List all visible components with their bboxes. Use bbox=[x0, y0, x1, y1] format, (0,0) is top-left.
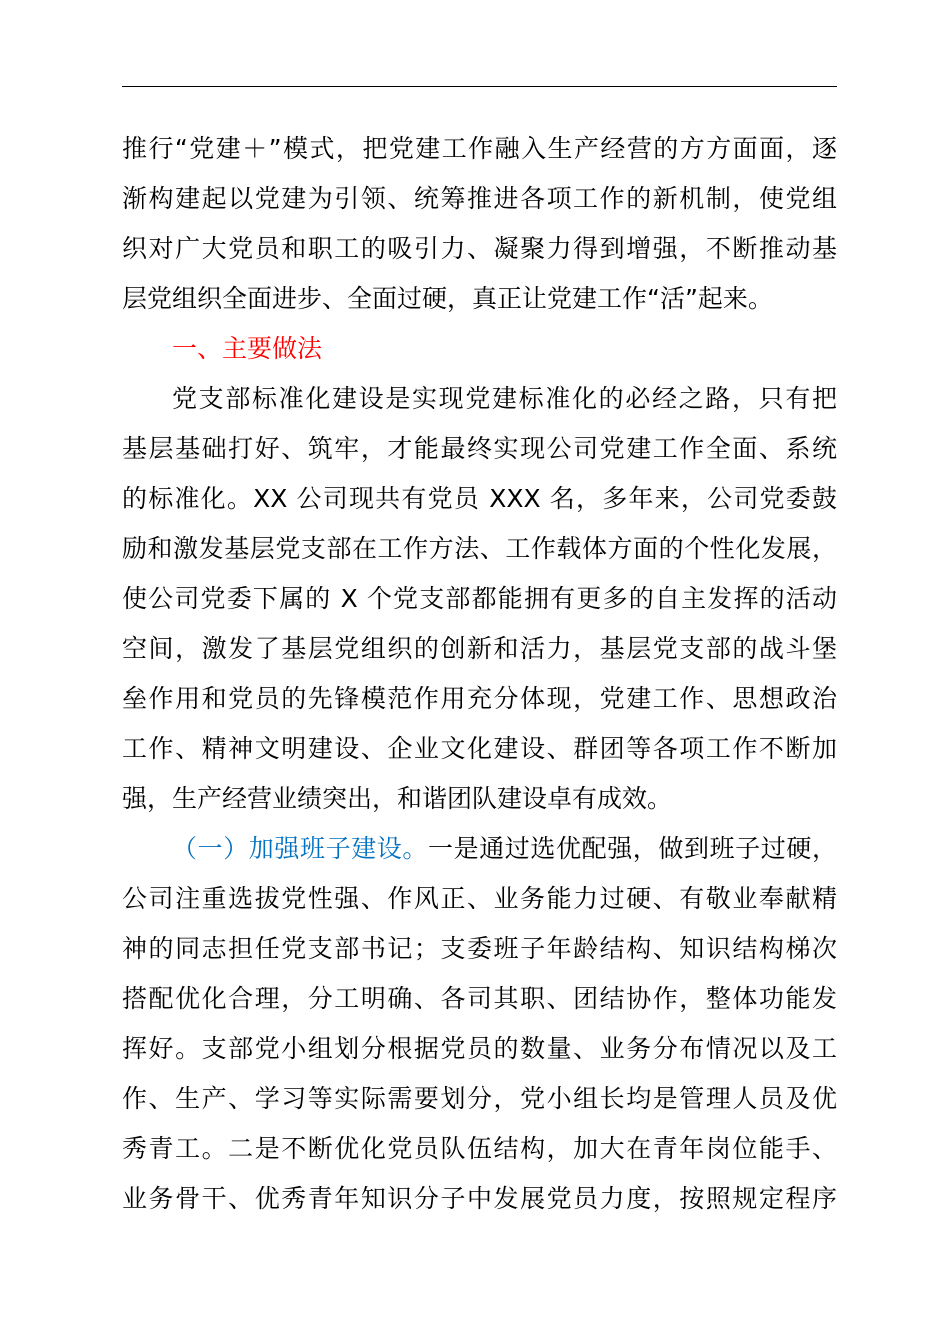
paragraph-line: 秀青工。二是不断优化党员队伍结构，加大在青年岗位能手、 bbox=[122, 1134, 837, 1163]
paragraph-line: 垒作用和党员的先锋模范作用充分体现，党建工作、思想政治 bbox=[122, 684, 837, 713]
paragraph-line: 党支部标准化建设是实现党建标准化的必经之路，只有把 bbox=[172, 384, 837, 413]
paragraph-line: 挥好。支部党小组划分根据党员的数量、业务分布情况以及工 bbox=[122, 1034, 837, 1063]
paragraph-line: 业务骨干、优秀青年知识分子中发展党员力度，按照规定程序 bbox=[122, 1184, 837, 1213]
header-rule bbox=[122, 86, 837, 87]
paragraph-line: 空间，激发了基层党组织的创新和活力，基层党支部的战斗堡 bbox=[122, 634, 837, 663]
section-heading: 一、主要做法 bbox=[172, 334, 323, 363]
paragraph-line: 渐构建起以党建为引领、统筹推进各项工作的新机制，使党组 bbox=[122, 184, 837, 213]
paragraph-line: 的标准化。XX 公司现共有党员 XXX 名，多年来，公司党委鼓 bbox=[122, 484, 837, 513]
subsection-first-line-text: 一是通过选优配强，做到班子过硬， bbox=[428, 834, 837, 863]
paragraph-line: 工作、精神文明建设、企业文化建设、群团等各项工作不断加 bbox=[122, 734, 837, 763]
paragraph-line: 作、生产、学习等实际需要划分，党小组长均是管理人员及优 bbox=[122, 1084, 837, 1113]
paragraph-line: 公司注重选拔党性强、作风正、业务能力过硬、有敬业奉献精 bbox=[122, 884, 837, 913]
paragraph-line: 励和激发基层党支部在工作方法、工作载体方面的个性化发展， bbox=[122, 534, 837, 563]
document-body bbox=[122, 124, 837, 1224]
paragraph-line: 基层基础打好、筑牢，才能最终实现公司党建工作全面、系统 bbox=[122, 434, 837, 463]
paragraph-line: 推行“党建＋”模式，把党建工作融入生产经营的方方面面，逐 bbox=[122, 134, 837, 163]
paragraph-line: 层党组织全面进步、全面过硬，真正让党建工作“活”起来。 bbox=[122, 284, 773, 313]
paragraph-line: 强，生产经营业绩突出，和谐团队建设卓有成效。 bbox=[122, 784, 673, 813]
subsection-heading: （一）加强班子建设。 bbox=[172, 834, 428, 863]
paragraph-line: 搭配优化合理，分工明确、各司其职、团结协作，整体功能发 bbox=[122, 984, 837, 1013]
subsection-first-line bbox=[122, 824, 837, 874]
paragraph-line: 使公司党委下属的 X 个党支部都能拥有更多的自主发挥的活动 bbox=[122, 584, 837, 613]
paragraph-line: 神的同志担任党支部书记；支委班子年龄结构、知识结构梯次 bbox=[122, 934, 837, 963]
paragraph-line: 织对广大党员和职工的吸引力、凝聚力得到增强，不断推动基 bbox=[122, 234, 837, 263]
